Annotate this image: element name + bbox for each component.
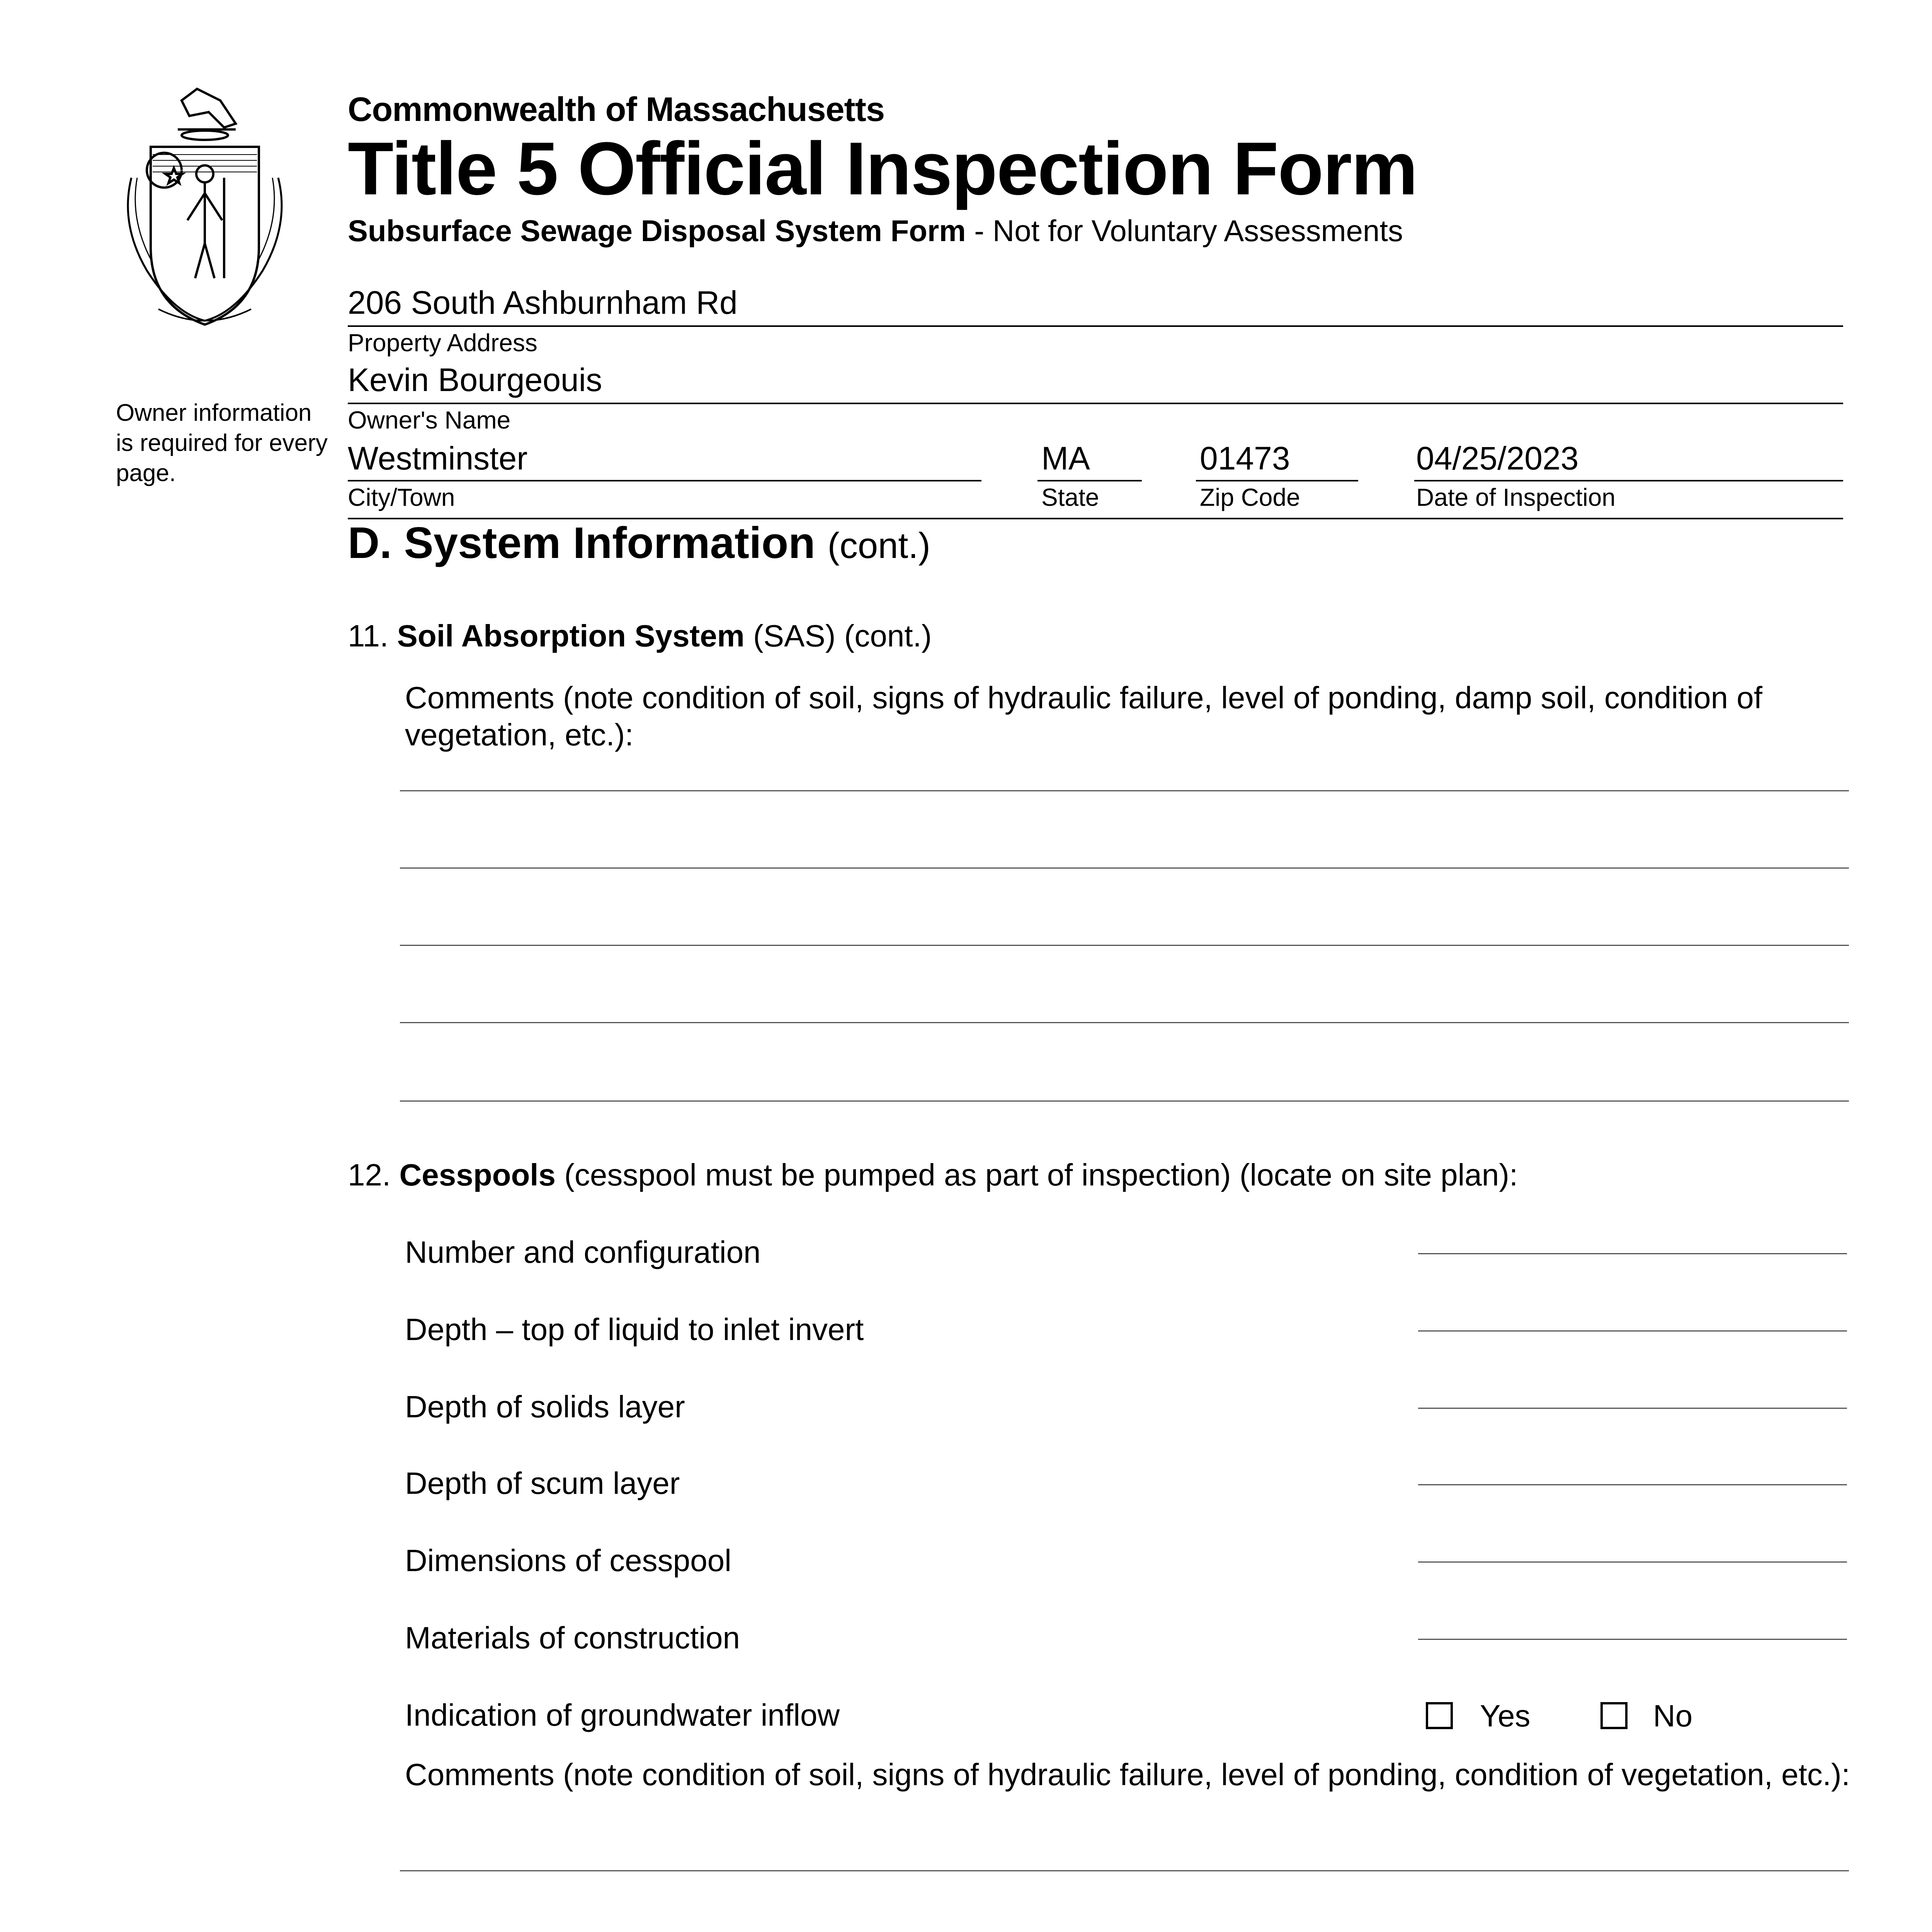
item-11-comments-label: Comments (note condition of soil, signs of hydraulic failure, level of ponding, damp soil, condition of vegetation, etc.): <box>405 680 1763 752</box>
item-11-title: Soil Absorption System <box>397 619 745 653</box>
groundwater-no-checkbox[interactable] <box>1600 1702 1628 1729</box>
field-dimensions-label: Dimensions of cesspool <box>405 1543 731 1578</box>
item-12-title: Cesspools <box>399 1158 556 1192</box>
subtitle-bold: Subsurface Sewage Disposal System Form <box>348 214 966 248</box>
inspection-date-value[interactable]: 04/25/2023 <box>1416 440 1579 476</box>
item-11-comment-line[interactable] <box>400 790 1849 791</box>
field-number-configuration-line[interactable] <box>1418 1253 1847 1254</box>
form-title: Title 5 Official Inspection Form <box>348 127 1417 211</box>
field-depth-solids-line[interactable] <box>1418 1408 1847 1409</box>
inspection-date-label: Date of Inspection <box>1416 483 1616 511</box>
state-value[interactable]: MA <box>1041 440 1090 476</box>
owner-name-label: Owner's Name <box>348 406 511 434</box>
groundwater-inflow-label: Indication of groundwater inflow <box>405 1698 840 1732</box>
form-subtitle <box>348 213 1403 248</box>
section-title-main: D. System Information <box>348 519 815 568</box>
groundwater-yes-checkbox[interactable] <box>1426 1702 1453 1729</box>
item-11-suffix: (SAS) (cont.) <box>744 619 932 653</box>
massachusetts-seal-icon <box>108 77 301 340</box>
owner-info-note: Owner information is required for every page. <box>116 400 328 486</box>
field-depth-scum-line[interactable] <box>1418 1484 1847 1485</box>
property-address-line <box>348 325 1843 327</box>
inspection-date-line <box>1414 480 1843 481</box>
item-12-comment-line[interactable] <box>400 1870 1849 1871</box>
zip-line <box>1196 480 1358 481</box>
city-line <box>348 480 981 481</box>
field-depth-scum-label: Depth of scum layer <box>405 1466 680 1500</box>
subtitle-rest: - Not for Voluntary Assessments <box>966 214 1403 248</box>
item-11-comment-line[interactable] <box>400 1100 1849 1102</box>
owner-name-value[interactable]: Kevin Bourgeouis <box>348 362 602 398</box>
field-depth-liquid-label: Depth – top of liquid to inlet invert <box>405 1312 864 1347</box>
item-12-suffix: (cesspool must be pumped as part of inspection) (locate on site plan): <box>556 1158 1518 1192</box>
field-materials-line[interactable] <box>1418 1639 1847 1640</box>
item-11-comment-line[interactable] <box>400 867 1849 869</box>
item-12-comments-label: Comments (note condition of soil, signs of hydraulic failure, level of ponding, condition of vegetation, etc.): <box>405 1757 1850 1792</box>
item-11-comment-line[interactable] <box>400 945 1849 946</box>
groundwater-yes-label: Yes <box>1480 1699 1531 1733</box>
item-11-comment-line[interactable] <box>400 1022 1849 1023</box>
property-address-value[interactable]: 206 South Ashburnham Rd <box>348 284 738 321</box>
field-number-configuration-label: Number and configuration <box>405 1235 761 1269</box>
state-label: State <box>1041 483 1099 511</box>
state-line <box>1037 480 1142 481</box>
zip-label: Zip Code <box>1200 483 1300 511</box>
field-depth-liquid-line[interactable] <box>1418 1330 1847 1332</box>
item-11-number: 11. <box>348 619 389 653</box>
owner-name-line <box>348 403 1843 404</box>
city-value[interactable]: Westminster <box>348 440 528 476</box>
city-label: City/Town <box>348 483 455 511</box>
section-title-suffix: (cont.) <box>827 525 930 566</box>
zip-value[interactable]: 01473 <box>1200 440 1290 476</box>
field-depth-solids-label: Depth of solids layer <box>405 1389 685 1424</box>
agency-name: Commonwealth of Massachusetts <box>348 90 885 128</box>
item-12-heading <box>348 1157 1518 1193</box>
field-materials-label: Materials of construction <box>405 1621 740 1655</box>
groundwater-no-label: No <box>1653 1699 1693 1733</box>
property-address-label: Property Address <box>348 329 537 357</box>
item-12-number: 12. <box>348 1158 391 1192</box>
field-dimensions-line[interactable] <box>1418 1561 1847 1563</box>
section-title <box>348 518 930 568</box>
item-11-heading <box>348 618 932 654</box>
